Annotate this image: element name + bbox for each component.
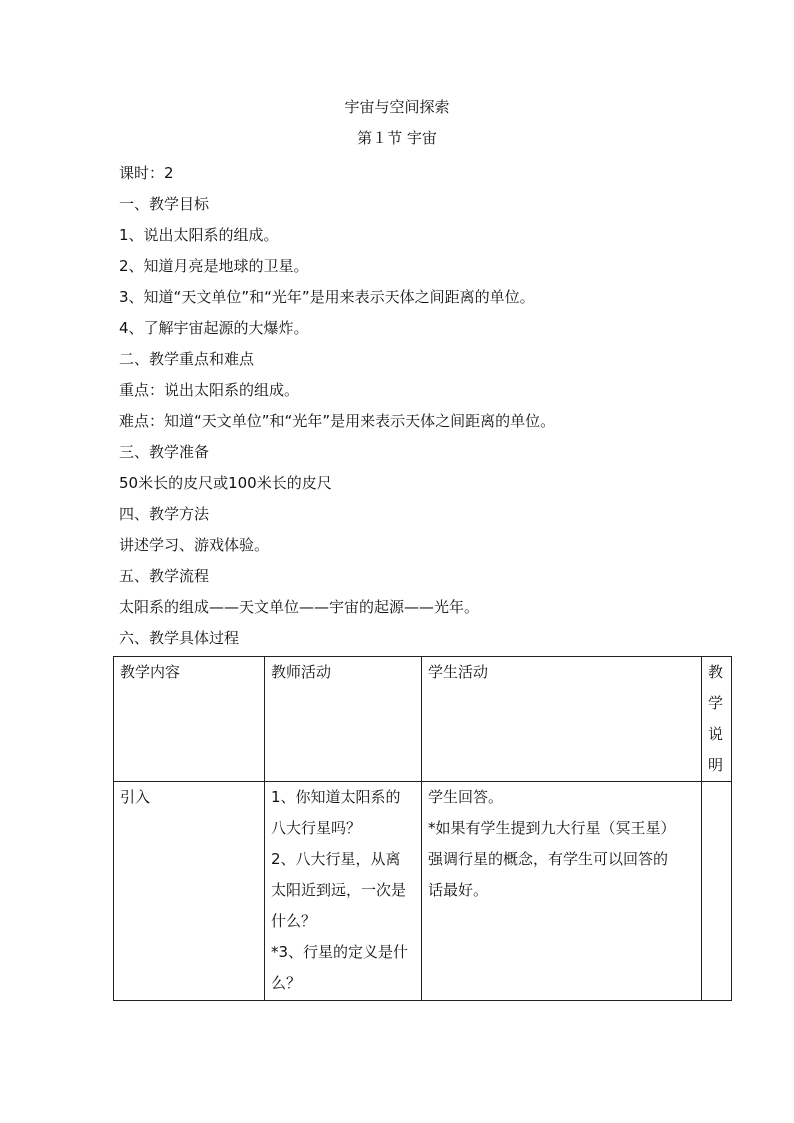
teacher-line: 什么？ (271, 912, 317, 930)
teacher-line: *3、行星的定义是什 (271, 943, 409, 961)
heading-process: 六、教学具体过程 (119, 629, 240, 647)
table-row (114, 782, 732, 1001)
difficult-point-line: 难点：知道“天文单位”和“光年”是用来表示天体之间距离的单位。 (119, 412, 556, 430)
cell-content: 引入 (114, 782, 265, 1001)
header-student: 学生活动 (422, 657, 702, 782)
objective-item-2: 2、知道月亮是地球的卫星。 (119, 257, 309, 275)
objective-item-4: 4、了解宇宙起源的大爆炸。 (119, 319, 309, 337)
teacher-line: 太阳近到远，一次是 (271, 881, 407, 899)
header-teacher: 教师活动 (265, 657, 422, 782)
section-subtitle: 第１节 宇宙 (357, 129, 437, 147)
teaching-process-table (113, 656, 732, 1001)
lesson-plan-body (119, 158, 739, 654)
teacher-line: 2、八大行星，从离 (271, 850, 401, 868)
student-line: *如果有学生提到九大行星（冥王星） (428, 819, 676, 837)
header-note-cell (702, 657, 732, 782)
table-header-row (114, 657, 732, 782)
heading-key-points: 二、教学重点和难点 (119, 350, 255, 368)
teacher-line: 八大行星吗？ (271, 819, 362, 837)
preparation-line: 50米长的皮尺或100米长的皮尺 (119, 474, 332, 492)
student-line: 学生回答。 (428, 788, 504, 806)
header-note: 教学说明 (708, 663, 724, 774)
objective-item-1: 1、说出太阳系的组成。 (119, 226, 279, 244)
objective-item-3: 3、知道“天文单位”和“光年”是用来表示天体之间距离的单位。 (119, 288, 535, 306)
methods-line: 讲述学习、游戏体验。 (119, 536, 270, 554)
heading-methods: 四、教学方法 (119, 505, 210, 523)
student-line: 强调行星的概念，有学生可以回答的 (428, 850, 669, 868)
student-line: 话最好。 (428, 881, 489, 899)
heading-preparation: 三、教学准备 (119, 443, 210, 461)
flow-line: 太阳系的组成——天文单位——宇宙的起源——光年。 (119, 598, 480, 616)
cell-teacher (265, 782, 422, 1001)
header-content: 教学内容 (114, 657, 265, 782)
teacher-line: 1、你知道太阳系的 (271, 788, 401, 806)
cell-student (422, 782, 702, 1001)
document-title: 宇宙与空间探索 (344, 98, 450, 116)
key-point-line: 重点：说出太阳系的组成。 (119, 381, 300, 399)
teacher-line: 么？ (271, 974, 302, 992)
heading-objectives: 一、教学目标 (119, 195, 210, 213)
class-hours-line: 课时：2 (119, 164, 174, 182)
heading-flow: 五、教学流程 (119, 567, 210, 585)
cell-note (702, 782, 732, 1001)
